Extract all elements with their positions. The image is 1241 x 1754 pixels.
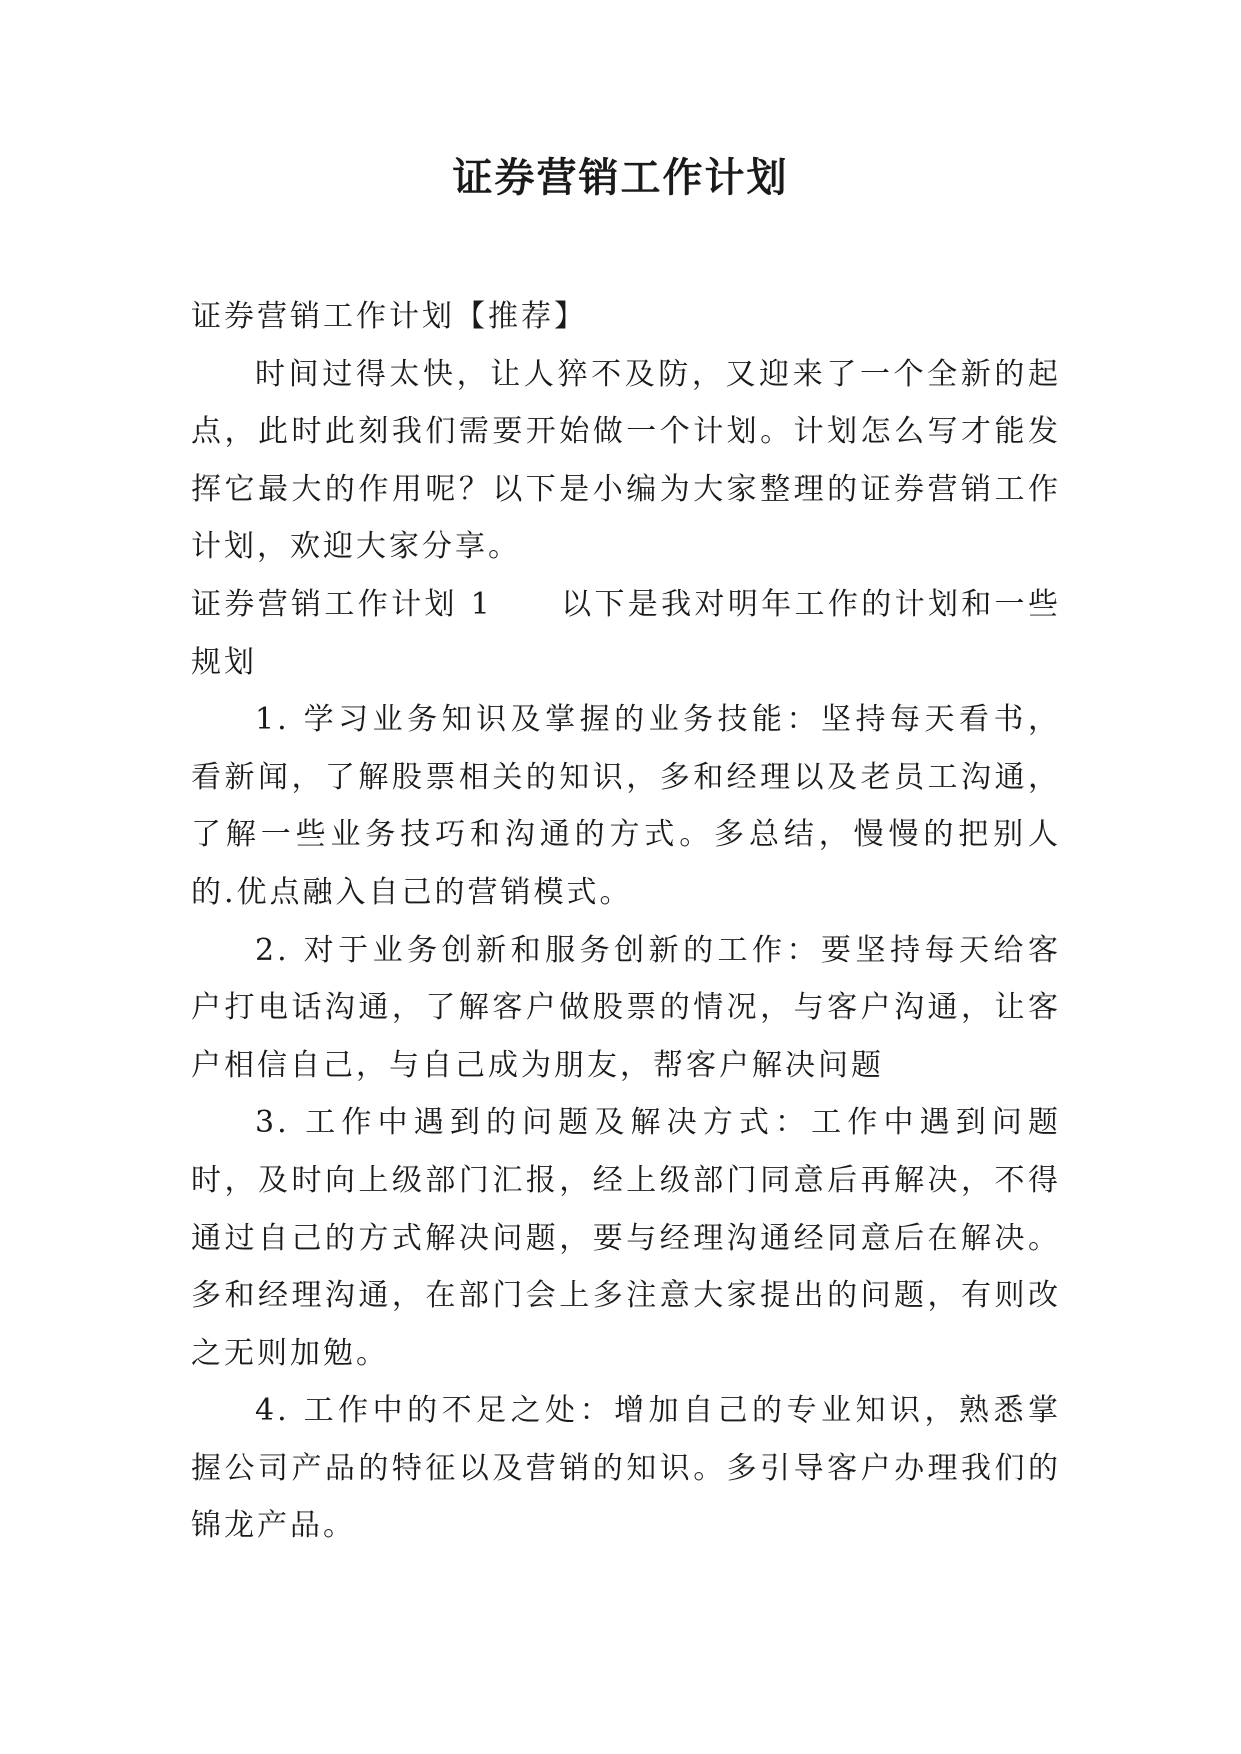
- section-heading: 证券营销工作计划 1: [191, 586, 493, 622]
- plan-item-3: 3. 工作中遇到的问题及解决方式：工作中遇到问题时，及时向上级部门汇报，经上级部门同意后再解决，不得通过自己的方式解决问题，要与经理沟通经同意后在解决。多和经理沟通，在部门会上多注意大家提出的问题，有则改之无则加勉。: [191, 1105, 1061, 1371]
- document-subtitle: 证券营销工作计划【推荐】: [191, 299, 587, 334]
- intro-paragraph: 时间过得太快，让人猝不及防，又迎来了一个全新的起点，此时此刻我们需要开始做一个计划。计划怎么写才能发挥它最大的作用呢？以下是小编为大家整理的证券营销工作计划，欢迎大家分享。: [191, 356, 1061, 565]
- plan-item-1: 1. 学习业务知识及掌握的业务技能：坚持每天看书，看新闻，了解股票相关的知识，多和经理以及老员工沟通，了解一些业务技巧和沟通的方式。多总结，慢慢的把别人的.优点融入自己的营销模式。: [191, 702, 1061, 910]
- document-body: [191, 288, 1061, 1555]
- section-heading-line: [191, 576, 1061, 691]
- section-intro: 以下是我对明年工作的计划和一些规划: [191, 586, 1061, 680]
- plan-item-4: 4. 工作中的不足之处：增加自己的专业知识，熟悉掌握公司产品的特征以及营销的知识。多引导客户办理我们的锦龙产品。: [191, 1393, 1061, 1544]
- document-title: 证券营销工作计划: [452, 154, 789, 201]
- plan-item-2: 2. 对于业务创新和服务创新的工作：要坚持每天给客户打电话沟通，了解客户做股票的情况，与客户沟通，让客户相信自己，与自己成为朋友，帮客户解决问题: [191, 932, 1061, 1083]
